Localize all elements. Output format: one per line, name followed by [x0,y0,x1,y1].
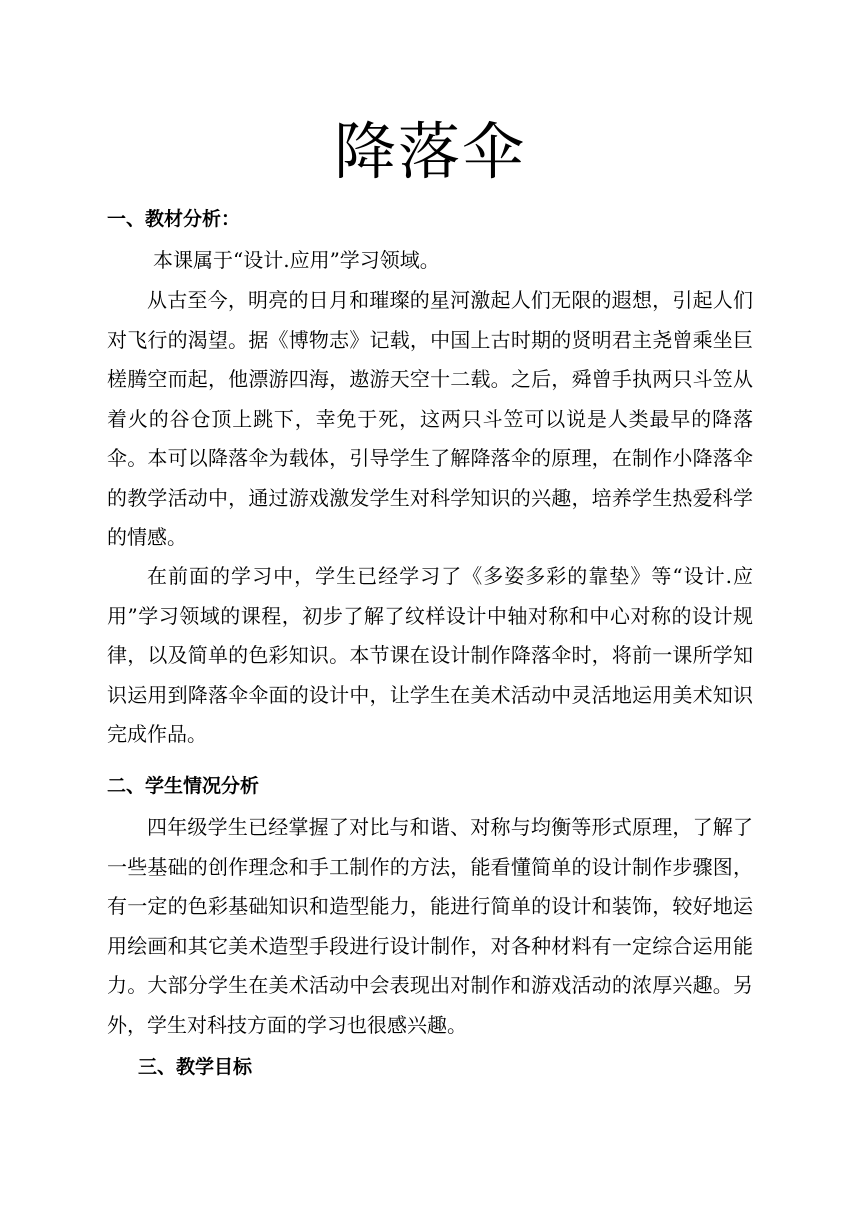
paragraph-course-domain: 本课属于“设计.应用”学习领域。 [153,248,440,272]
section-heading-student-analysis: 二、学生情况分析 [107,775,260,797]
section-heading-teaching-goals: 三、教学目标 [138,1056,253,1078]
paragraph-history-of-flight: 从古至今，明亮的日月和璀璨的星河激起人们无限的遐想，引起人们对飞行的渴望。据《博物志》记载，中国上古时期的贤明君主尧曾乘坐巨槎腾空而起，他漂游四海，遨游天空十二载。之后，舜曾手执两只斗笠从着火的谷仓顶上跳下，幸免于死，这两只斗笠可以说是人类最早的降落伞。本可以降落伞为载体，引导学生了解降落伞的原理，在制作小降落伞的教学活动中，通过游戏激发学生对科学知识的兴趣，培养学生热爱科学的情感。 [107,288,753,549]
document-title: 降落伞 [333,115,526,188]
paragraph-prior-learning: 在前面的学习中，学生已经学习了《多姿多彩的靠垫》等“设计.应用”学习领域的课程，初步了解了纹样设计中轴对称和中心对称的设计规律，以及简单的色彩知识。本节课在设计制作降落伞时，将前一课所学知识运用到降落伞伞面的设计中，让学生在美术活动中灵活地运用美术知识完成作品。 [107,564,753,746]
paragraph-student-abilities: 四年级学生已经掌握了对比与和谐、对称与均衡等形式原理，了解了一些基础的创作理念和手工制作的方法，能看懂简单的设计制作步骤图，有一定的色彩基础知识和造型能力，能进行简单的设计和装饰，较好地运用绘画和其它美术造型手段进行设计制作，对各种材料有一定综合运用能力。大部分学生在美术活动中会表现出对制作和游戏活动的浓厚兴趣。另外，学生对科技方面的学习也很感兴趣。 [107,815,753,1037]
section-heading-material-analysis: 一、教材分析： [107,208,241,230]
